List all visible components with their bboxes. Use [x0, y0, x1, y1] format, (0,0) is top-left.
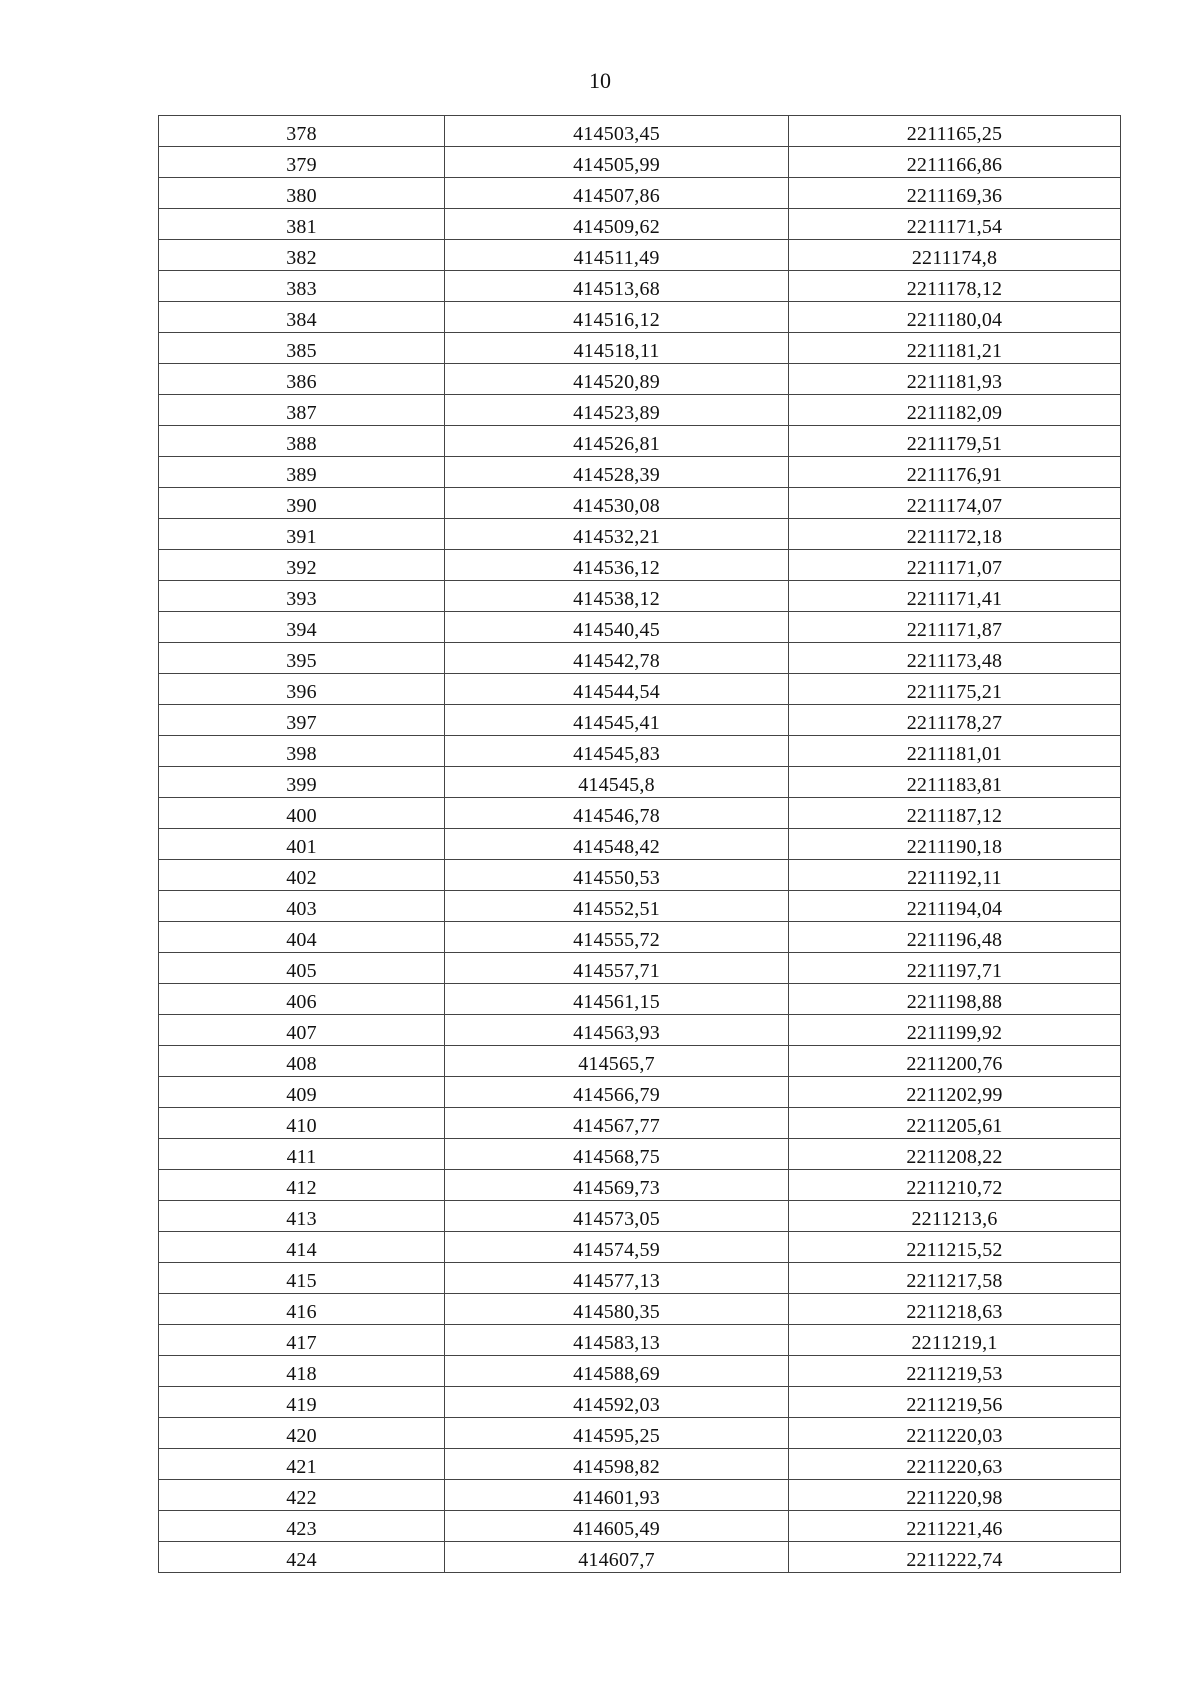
y-coordinate-cell: 2211210,72 [789, 1170, 1121, 1201]
point-number-cell: 418 [159, 1356, 445, 1387]
point-number-cell: 385 [159, 333, 445, 364]
y-coordinate-cell: 2211217,58 [789, 1263, 1121, 1294]
point-number-cell: 397 [159, 705, 445, 736]
table-row [159, 550, 1121, 581]
x-coordinate-cell: 414580,35 [445, 1294, 789, 1325]
y-coordinate-cell: 2211176,91 [789, 457, 1121, 488]
table-row [159, 1542, 1121, 1573]
point-number-cell: 406 [159, 984, 445, 1015]
point-number-cell: 409 [159, 1077, 445, 1108]
y-coordinate-cell: 2211180,04 [789, 302, 1121, 333]
x-coordinate-cell: 414507,86 [445, 178, 789, 209]
y-coordinate-cell: 2211166,86 [789, 147, 1121, 178]
y-coordinate-cell: 2211205,61 [789, 1108, 1121, 1139]
table-row [159, 984, 1121, 1015]
x-coordinate-cell: 414605,49 [445, 1511, 789, 1542]
table-row [159, 1387, 1121, 1418]
table-row [159, 1480, 1121, 1511]
table-row [159, 705, 1121, 736]
y-coordinate-cell: 2211215,52 [789, 1232, 1121, 1263]
y-coordinate-cell: 2211187,12 [789, 798, 1121, 829]
point-number-cell: 403 [159, 891, 445, 922]
x-coordinate-cell: 414566,79 [445, 1077, 789, 1108]
y-coordinate-cell: 2211178,12 [789, 271, 1121, 302]
table-row [159, 1325, 1121, 1356]
point-number-cell: 419 [159, 1387, 445, 1418]
x-coordinate-cell: 414592,03 [445, 1387, 789, 1418]
point-number-cell: 416 [159, 1294, 445, 1325]
point-number-cell: 401 [159, 829, 445, 860]
point-number-cell: 417 [159, 1325, 445, 1356]
point-number-cell: 398 [159, 736, 445, 767]
point-number-cell: 424 [159, 1542, 445, 1573]
y-coordinate-cell: 2211202,99 [789, 1077, 1121, 1108]
table-row [159, 798, 1121, 829]
point-number-cell: 378 [159, 116, 445, 147]
point-number-cell: 383 [159, 271, 445, 302]
point-number-cell: 390 [159, 488, 445, 519]
y-coordinate-cell: 2211172,18 [789, 519, 1121, 550]
x-coordinate-cell: 414565,7 [445, 1046, 789, 1077]
x-coordinate-cell: 414526,81 [445, 426, 789, 457]
table-row [159, 1232, 1121, 1263]
y-coordinate-cell: 2211175,21 [789, 674, 1121, 705]
table-row [159, 364, 1121, 395]
y-coordinate-cell: 2211194,04 [789, 891, 1121, 922]
x-coordinate-cell: 414540,45 [445, 612, 789, 643]
y-coordinate-cell: 2211220,03 [789, 1418, 1121, 1449]
y-coordinate-cell: 2211218,63 [789, 1294, 1121, 1325]
point-number-cell: 384 [159, 302, 445, 333]
point-number-cell: 415 [159, 1263, 445, 1294]
coordinates-table [158, 115, 1121, 1573]
x-coordinate-cell: 414542,78 [445, 643, 789, 674]
table-row [159, 1356, 1121, 1387]
table-row [159, 1449, 1121, 1480]
x-coordinate-cell: 414530,08 [445, 488, 789, 519]
point-number-cell: 400 [159, 798, 445, 829]
y-coordinate-cell: 2211199,92 [789, 1015, 1121, 1046]
point-number-cell: 391 [159, 519, 445, 550]
table-row [159, 1418, 1121, 1449]
y-coordinate-cell: 2211181,93 [789, 364, 1121, 395]
table-row [159, 1046, 1121, 1077]
table-row [159, 457, 1121, 488]
point-number-cell: 407 [159, 1015, 445, 1046]
x-coordinate-cell: 414552,51 [445, 891, 789, 922]
point-number-cell: 380 [159, 178, 445, 209]
x-coordinate-cell: 414503,45 [445, 116, 789, 147]
x-coordinate-cell: 414583,13 [445, 1325, 789, 1356]
point-number-cell: 421 [159, 1449, 445, 1480]
x-coordinate-cell: 414545,8 [445, 767, 789, 798]
x-coordinate-cell: 414569,73 [445, 1170, 789, 1201]
table-row [159, 209, 1121, 240]
table-row [159, 674, 1121, 705]
table-row [159, 426, 1121, 457]
table-row [159, 519, 1121, 550]
x-coordinate-cell: 414511,49 [445, 240, 789, 271]
table-row [159, 581, 1121, 612]
x-coordinate-cell: 414509,62 [445, 209, 789, 240]
table-row [159, 1139, 1121, 1170]
y-coordinate-cell: 2211219,1 [789, 1325, 1121, 1356]
x-coordinate-cell: 414561,15 [445, 984, 789, 1015]
y-coordinate-cell: 2211192,11 [789, 860, 1121, 891]
x-coordinate-cell: 414601,93 [445, 1480, 789, 1511]
point-number-cell: 410 [159, 1108, 445, 1139]
point-number-cell: 412 [159, 1170, 445, 1201]
table-row [159, 612, 1121, 643]
x-coordinate-cell: 414546,78 [445, 798, 789, 829]
y-coordinate-cell: 2211171,07 [789, 550, 1121, 581]
point-number-cell: 408 [159, 1046, 445, 1077]
y-coordinate-cell: 2211200,76 [789, 1046, 1121, 1077]
point-number-cell: 381 [159, 209, 445, 240]
x-coordinate-cell: 414505,99 [445, 147, 789, 178]
y-coordinate-cell: 2211221,46 [789, 1511, 1121, 1542]
table-row [159, 643, 1121, 674]
point-number-cell: 394 [159, 612, 445, 643]
table-row [159, 1294, 1121, 1325]
x-coordinate-cell: 414548,42 [445, 829, 789, 860]
table-row [159, 240, 1121, 271]
point-number-cell: 386 [159, 364, 445, 395]
x-coordinate-cell: 414588,69 [445, 1356, 789, 1387]
point-number-cell: 389 [159, 457, 445, 488]
point-number-cell: 392 [159, 550, 445, 581]
y-coordinate-cell: 2211197,71 [789, 953, 1121, 984]
table-row [159, 1511, 1121, 1542]
page-number: 10 [589, 68, 611, 93]
y-coordinate-cell: 2211171,54 [789, 209, 1121, 240]
table-row [159, 1263, 1121, 1294]
y-coordinate-cell: 2211181,21 [789, 333, 1121, 364]
table-row [159, 395, 1121, 426]
y-coordinate-cell: 2211219,53 [789, 1356, 1121, 1387]
table-row [159, 1170, 1121, 1201]
table-row [159, 147, 1121, 178]
table-row [159, 829, 1121, 860]
x-coordinate-cell: 414595,25 [445, 1418, 789, 1449]
point-number-cell: 402 [159, 860, 445, 891]
x-coordinate-cell: 414516,12 [445, 302, 789, 333]
x-coordinate-cell: 414568,75 [445, 1139, 789, 1170]
y-coordinate-cell: 2211190,18 [789, 829, 1121, 860]
table-row [159, 333, 1121, 364]
point-number-cell: 393 [159, 581, 445, 612]
point-number-cell: 382 [159, 240, 445, 271]
y-coordinate-cell: 2211183,81 [789, 767, 1121, 798]
x-coordinate-cell: 414573,05 [445, 1201, 789, 1232]
x-coordinate-cell: 414557,71 [445, 953, 789, 984]
point-number-cell: 387 [159, 395, 445, 426]
table-row [159, 767, 1121, 798]
x-coordinate-cell: 414598,82 [445, 1449, 789, 1480]
x-coordinate-cell: 414523,89 [445, 395, 789, 426]
point-number-cell: 405 [159, 953, 445, 984]
y-coordinate-cell: 2211208,22 [789, 1139, 1121, 1170]
point-number-cell: 413 [159, 1201, 445, 1232]
x-coordinate-cell: 414607,7 [445, 1542, 789, 1573]
y-coordinate-cell: 2211181,01 [789, 736, 1121, 767]
y-coordinate-cell: 2211222,74 [789, 1542, 1121, 1573]
y-coordinate-cell: 2211169,36 [789, 178, 1121, 209]
y-coordinate-cell: 2211219,56 [789, 1387, 1121, 1418]
table-row [159, 178, 1121, 209]
point-number-cell: 414 [159, 1232, 445, 1263]
y-coordinate-cell: 2211173,48 [789, 643, 1121, 674]
x-coordinate-cell: 414550,53 [445, 860, 789, 891]
point-number-cell: 420 [159, 1418, 445, 1449]
x-coordinate-cell: 414567,77 [445, 1108, 789, 1139]
table-row [159, 1108, 1121, 1139]
table-row [159, 302, 1121, 333]
x-coordinate-cell: 414545,41 [445, 705, 789, 736]
x-coordinate-cell: 414536,12 [445, 550, 789, 581]
y-coordinate-cell: 2211174,8 [789, 240, 1121, 271]
table-row [159, 953, 1121, 984]
x-coordinate-cell: 414563,93 [445, 1015, 789, 1046]
point-number-cell: 395 [159, 643, 445, 674]
x-coordinate-cell: 414520,89 [445, 364, 789, 395]
coordinates-table-body [159, 116, 1121, 1573]
y-coordinate-cell: 2211174,07 [789, 488, 1121, 519]
y-coordinate-cell: 2211165,25 [789, 116, 1121, 147]
table-row [159, 488, 1121, 519]
table-row [159, 860, 1121, 891]
y-coordinate-cell: 2211179,51 [789, 426, 1121, 457]
x-coordinate-cell: 414528,39 [445, 457, 789, 488]
x-coordinate-cell: 414577,13 [445, 1263, 789, 1294]
y-coordinate-cell: 2211178,27 [789, 705, 1121, 736]
y-coordinate-cell: 2211213,6 [789, 1201, 1121, 1232]
y-coordinate-cell: 2211171,87 [789, 612, 1121, 643]
point-number-cell: 423 [159, 1511, 445, 1542]
table-row [159, 891, 1121, 922]
table-row [159, 116, 1121, 147]
point-number-cell: 399 [159, 767, 445, 798]
y-coordinate-cell: 2211196,48 [789, 922, 1121, 953]
point-number-cell: 404 [159, 922, 445, 953]
y-coordinate-cell: 2211220,98 [789, 1480, 1121, 1511]
point-number-cell: 411 [159, 1139, 445, 1170]
x-coordinate-cell: 414518,11 [445, 333, 789, 364]
x-coordinate-cell: 414545,83 [445, 736, 789, 767]
x-coordinate-cell: 414532,21 [445, 519, 789, 550]
x-coordinate-cell: 414513,68 [445, 271, 789, 302]
y-coordinate-cell: 2211182,09 [789, 395, 1121, 426]
y-coordinate-cell: 2211220,63 [789, 1449, 1121, 1480]
table-row [159, 271, 1121, 302]
x-coordinate-cell: 414538,12 [445, 581, 789, 612]
x-coordinate-cell: 414544,54 [445, 674, 789, 705]
table-row [159, 1201, 1121, 1232]
table-row [159, 922, 1121, 953]
x-coordinate-cell: 414555,72 [445, 922, 789, 953]
table-row [159, 1015, 1121, 1046]
table-row [159, 1077, 1121, 1108]
point-number-cell: 379 [159, 147, 445, 178]
point-number-cell: 422 [159, 1480, 445, 1511]
y-coordinate-cell: 2211171,41 [789, 581, 1121, 612]
y-coordinate-cell: 2211198,88 [789, 984, 1121, 1015]
x-coordinate-cell: 414574,59 [445, 1232, 789, 1263]
point-number-cell: 388 [159, 426, 445, 457]
table-row [159, 736, 1121, 767]
point-number-cell: 396 [159, 674, 445, 705]
